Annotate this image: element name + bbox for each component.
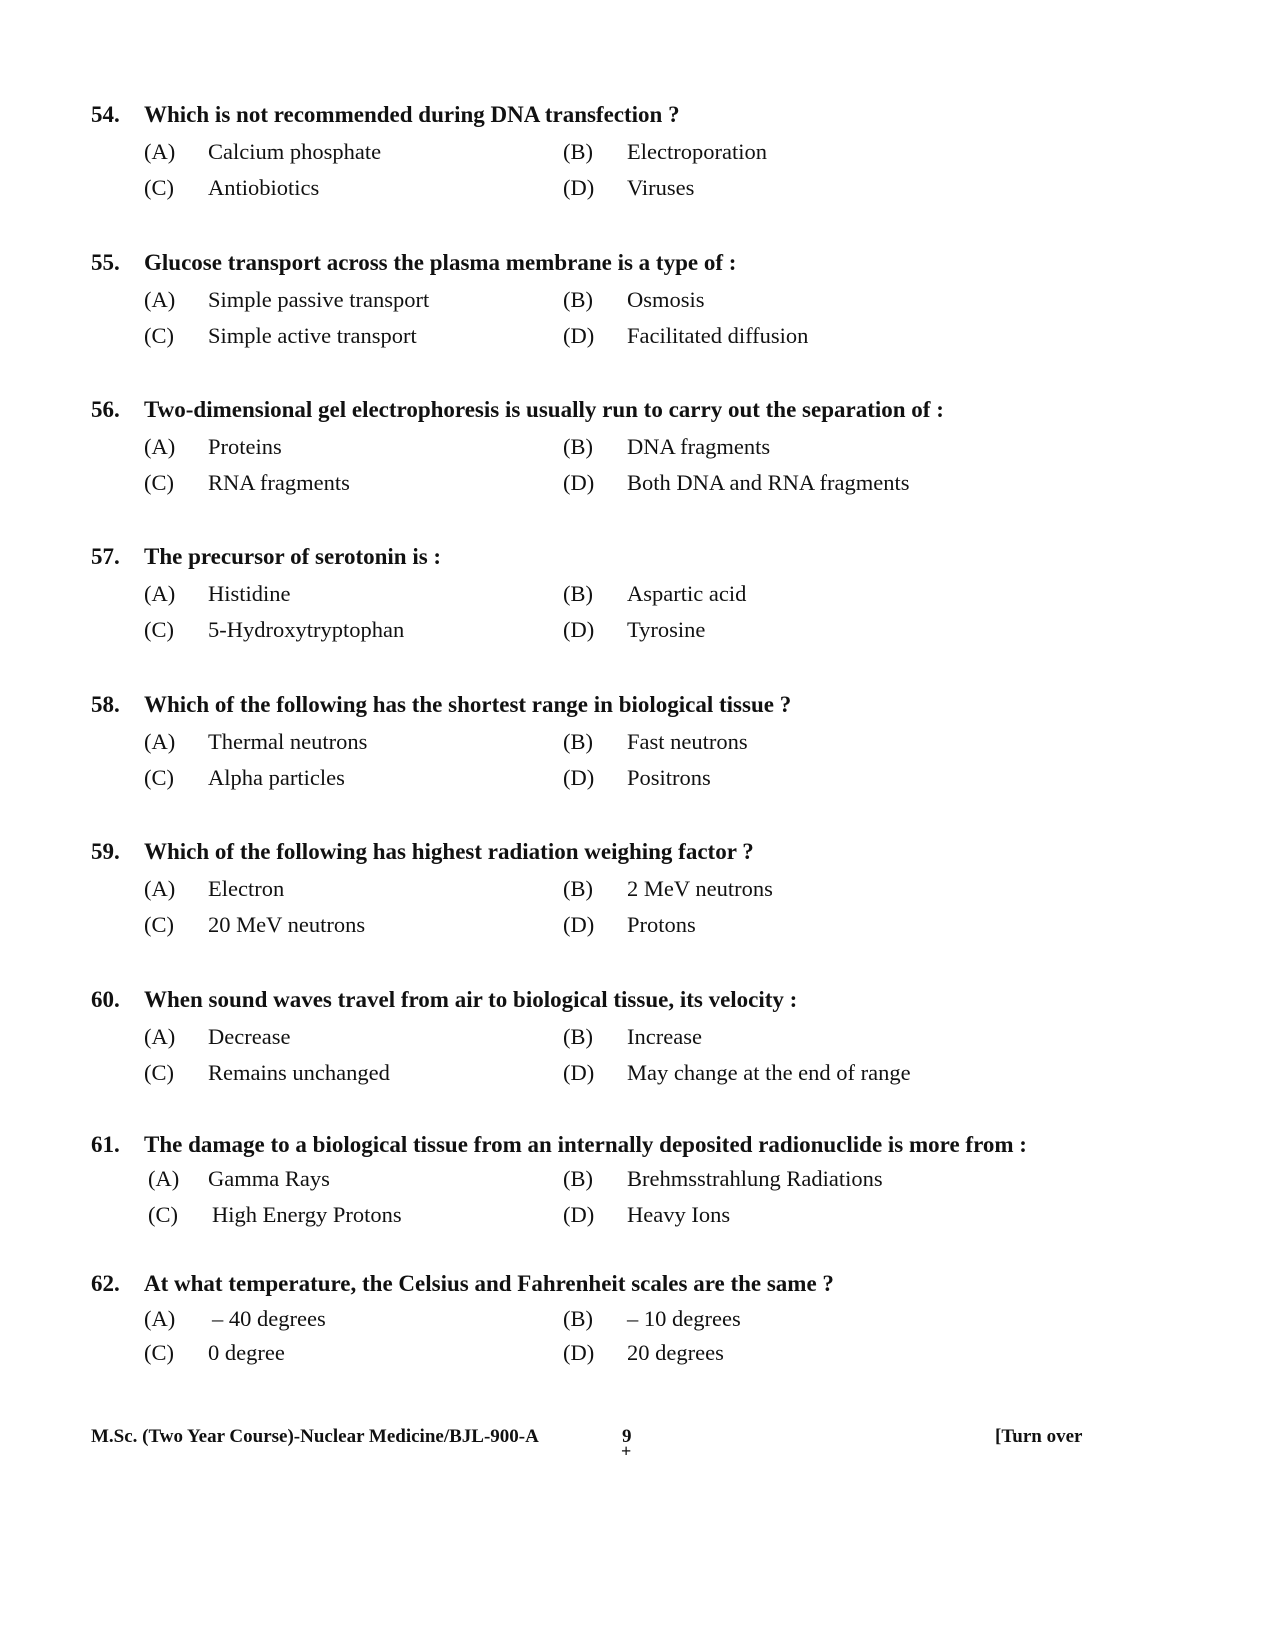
question-number: 60. bbox=[91, 987, 120, 1012]
question-stem bbox=[91, 1271, 834, 1297]
option-b: (B) Aspartic acid bbox=[563, 581, 747, 606]
question-stem bbox=[91, 839, 754, 865]
option-a: (A) Proteins bbox=[144, 434, 282, 459]
option-d: (D) May change at the end of range bbox=[563, 1060, 911, 1085]
question-number: 59. bbox=[91, 839, 120, 864]
option-b: (B) Fast neutrons bbox=[563, 729, 748, 754]
option-c: (C) RNA fragments bbox=[144, 470, 350, 495]
question-stem bbox=[91, 102, 680, 128]
option-c: (C) Alpha particles bbox=[144, 765, 345, 790]
question-text: Glucose transport across the plasma membrane is a type of : bbox=[144, 250, 737, 275]
option-a: (A) Simple passive transport bbox=[144, 287, 430, 312]
option-c: (C) 5-Hydroxytryptophan bbox=[144, 617, 405, 642]
option-b: (B) Brehmsstrahlung Radiations bbox=[563, 1166, 883, 1191]
option-a: (A) Calcium phosphate bbox=[144, 139, 382, 164]
option-b: (B) Electroporation bbox=[563, 139, 767, 164]
question-text: Two-dimensional gel electrophoresis is usually run to carry out the separation of : bbox=[144, 397, 944, 422]
question-number: 56. bbox=[91, 397, 120, 422]
option-a: (A) Gamma Rays bbox=[148, 1166, 330, 1191]
question-number: 62. bbox=[91, 1271, 120, 1296]
question-stem bbox=[91, 1132, 1027, 1158]
option-d: (D) Viruses bbox=[563, 175, 695, 200]
question-stem bbox=[91, 250, 736, 276]
question-stem bbox=[91, 692, 791, 718]
question-text: The precursor of serotonin is : bbox=[144, 544, 442, 569]
option-a: (A) Thermal neutrons bbox=[144, 729, 368, 754]
question-number: 58. bbox=[91, 692, 120, 717]
option-d: (D) Positrons bbox=[563, 765, 711, 790]
option-c: (C) Simple active transport bbox=[144, 323, 417, 348]
question-stem bbox=[91, 397, 944, 423]
question-number: 54. bbox=[91, 102, 120, 127]
question-number: 57. bbox=[91, 544, 120, 569]
option-a: (A) Histidine bbox=[144, 581, 291, 606]
option-d: (D) Protons bbox=[563, 912, 696, 937]
option-a: (A) Electron bbox=[144, 876, 285, 901]
option-d: (D) Tyrosine bbox=[563, 617, 706, 642]
question-text: Which of the following has the shortest range in biological tissue ? bbox=[144, 692, 792, 717]
option-b: (B) Increase bbox=[563, 1024, 702, 1049]
option-b: (B) 2 MeV neutrons bbox=[563, 876, 773, 901]
option-c: (C) Antiobiotics bbox=[144, 175, 320, 200]
footer-course-code: M.Sc. (Two Year Course)-Nuclear Medicine/BJL-900-A bbox=[91, 1426, 539, 1447]
option-b: (B) Osmosis bbox=[563, 287, 705, 312]
question-stem bbox=[91, 544, 441, 570]
option-b: (B) – 10 degrees bbox=[563, 1306, 741, 1331]
option-c: (C) Remains unchanged bbox=[144, 1060, 390, 1085]
option-a: (A) Decrease bbox=[144, 1024, 291, 1049]
question-text: Which is not recommended during DNA transfection ? bbox=[144, 102, 680, 127]
option-d: (D) Heavy Ions bbox=[563, 1202, 731, 1227]
question-number: 55. bbox=[91, 250, 120, 275]
option-c: (C) 0 degree bbox=[144, 1340, 285, 1365]
page-number: 9 bbox=[622, 1426, 632, 1447]
question-text: Which of the following has highest radiation weighing factor ? bbox=[144, 839, 754, 864]
turn-over-note: [Turn over bbox=[995, 1426, 1083, 1447]
question-text: When sound waves travel from air to biological tissue, its velocity : bbox=[144, 987, 798, 1012]
question-text: At what temperature, the Celsius and Fahrenheit scales are the same ? bbox=[144, 1271, 834, 1296]
option-d: (D) Both DNA and RNA fragments bbox=[563, 470, 910, 495]
question-number: 61. bbox=[91, 1132, 120, 1157]
option-c: (C) 20 MeV neutrons bbox=[144, 912, 366, 937]
registration-mark: + bbox=[621, 1441, 632, 1461]
question-stem bbox=[91, 987, 797, 1013]
option-d: (D) 20 degrees bbox=[563, 1340, 724, 1365]
option-c: (C) High Energy Protons bbox=[148, 1202, 402, 1227]
question-text: The damage to a biological tissue from an internally deposited radionuclide is more from : bbox=[144, 1132, 1027, 1157]
option-a: (A) – 40 degrees bbox=[144, 1306, 326, 1331]
option-d: (D) Facilitated diffusion bbox=[563, 323, 809, 348]
option-b: (B) DNA fragments bbox=[563, 434, 771, 459]
